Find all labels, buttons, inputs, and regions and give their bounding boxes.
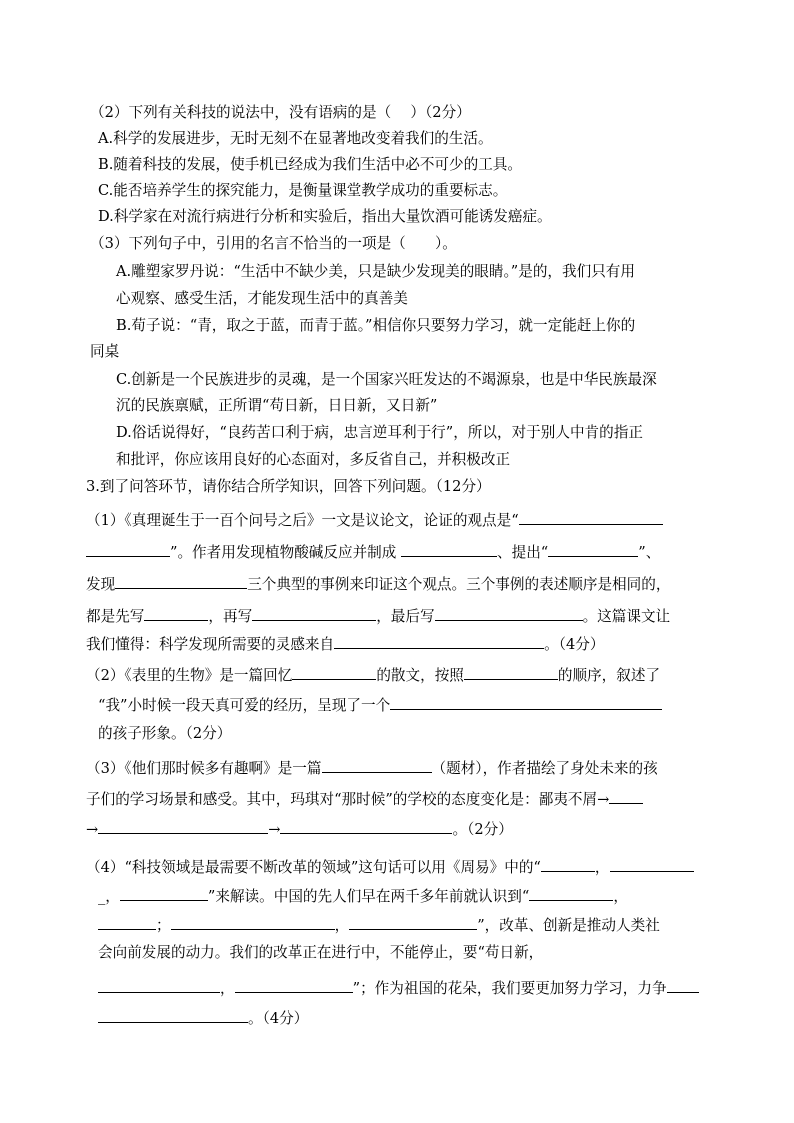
answer-blank[interactable] (292, 664, 376, 680)
answer-blank[interactable] (334, 633, 544, 649)
answer-blank[interactable] (235, 977, 353, 993)
subquestion-3-line2: 子们的学习场景和感受。其中，玛琪对“那时候”的学校的态度变化是：鄙夷不屑→ (86, 788, 643, 810)
subquestion-2-line2: “我”小时候一段天真可爱的经历，呈现了一个 (98, 694, 662, 716)
subquestion-4-line6: 。（4分） (98, 1007, 308, 1029)
subquestion-3-line3: → → 。（2分） (86, 818, 513, 840)
question-3-option-d-line2: 和批评，你应该用良好的心态面对，多反省自己，并积极改正 (116, 451, 511, 468)
answer-blank[interactable] (322, 757, 432, 773)
answer-blank[interactable] (280, 818, 452, 834)
subquestion-4-line5: ， ”；作为祖国的花朵，我们要更加努力学习，力争 (98, 977, 699, 999)
subquestion-4-line1: （4）“科技领域是最需要不断改革的领域”这句话可以用《周易》中的“ ， (86, 856, 694, 878)
answer-blank[interactable] (610, 856, 694, 872)
answer-blank[interactable] (115, 573, 247, 589)
section-3-heading: 3.到了问答环节，请你结合所学知识，回答下列问题。（12分） (86, 478, 491, 495)
answer-blank[interactable] (541, 856, 595, 872)
answer-blank[interactable] (548, 541, 638, 557)
question-3-option-a-line1: A.雕塑家罗丹说：“生活中不缺少美，只是缺少发现美的眼睛。”是的，我们只有用 (116, 263, 635, 280)
subquestion-2-line1: （2）《表里的生物》是一篇回忆 的散文，按照 的顺序，叙述了 (86, 664, 660, 686)
question-2-option-b: B.随着科技的发展，使手机已经成为我们生活中必不可少的工具。 (98, 156, 522, 173)
answer-blank[interactable] (98, 914, 156, 930)
answer-blank[interactable] (464, 664, 558, 680)
answer-blank[interactable] (120, 885, 208, 901)
subquestion-4-line3: ； ， ”，改革、创新是推动人类社 (98, 914, 660, 936)
subquestion-4-line2: _， ”来解读。中国的先人们早在两千多年前就认识到“ ， (98, 885, 628, 907)
question-3-option-c-line1: C.创新是一个民族进步的灵魂，是一个国家兴旺发达的不竭源泉，也是中华民族最深 (116, 371, 657, 388)
subquestion-1-line3: 发现 三个典型的事例来印证这个观点。三个事例的表述顺序是相同的， (86, 573, 670, 595)
subquestion-3-line1: （3）《他们那时候多有趣啊》是一篇 （题材），作者描绘了身处未来的孩 (86, 757, 658, 779)
answer-blank[interactable] (519, 509, 663, 525)
answer-blank[interactable] (401, 541, 497, 557)
subquestion-1-line1: （1）《真理诞生于一百个问号之后》一文是议论文，论证的观点是“ (86, 509, 663, 531)
question-3-option-b-line2: 同桌 (90, 343, 120, 360)
answer-blank[interactable] (98, 818, 268, 834)
answer-blank[interactable] (349, 914, 477, 930)
question-3-option-a-line2: 心观察、感受生活，才能发现生活中的真善美 (116, 290, 408, 307)
answer-blank[interactable] (667, 977, 699, 993)
subquestion-1-line5: 我们懂得：科学发现所需要的灵感来自 。（4分） (86, 633, 604, 655)
question-3-stem: （3）下列句子中，引用的名言不恰当的一项是（ ）。 (90, 235, 457, 252)
answer-blank[interactable] (98, 977, 220, 993)
question-2-option-a: A.科学的发展进步，无时无刻不在显著地改变着我们的生活。 (98, 130, 493, 147)
question-2-option-c: C.能否培养学生的探究能力，是衡量课堂教学成功的重要标志。 (98, 182, 508, 199)
answer-blank[interactable] (86, 541, 170, 557)
subquestion-1-line4: 都是先写 ，再写 ，最后写 。这篇课文让 (86, 605, 670, 627)
answer-blank[interactable] (171, 914, 335, 930)
answer-blank[interactable] (144, 605, 208, 621)
subquestion-2-line3: 的孩子形象。（2分） (98, 725, 232, 742)
subquestion-1-line2: ”。作者用发现植物酸碱反应并制成 、提出“ ”、 (86, 541, 660, 563)
answer-blank[interactable] (390, 694, 662, 710)
answer-blank[interactable] (609, 788, 643, 804)
question-3-option-c-line2: 沉的民族禀赋，正所谓“苟日新，日日新，又日新” (116, 397, 438, 414)
answer-blank[interactable] (435, 605, 583, 621)
subquestion-4-line4: 会向前发展的动力。我们的改革正在进行中，不能停止，要“苟日新， (98, 944, 544, 961)
question-2-option-d: D.科学家在对流行病进行分析和实验后，指出大量饮酒可能诱发癌症。 (98, 208, 552, 225)
question-3-option-b-line1: B.荀子说：“青，取之于蓝，而青于蓝。”相信你只要努力学习，就一定能赶上你的 (116, 317, 636, 334)
answer-blank[interactable] (252, 605, 376, 621)
question-2-stem: （2）下列有关科技的说法中，没有语病的是（ ）（2分） (90, 104, 471, 121)
answer-blank[interactable] (98, 1007, 248, 1023)
answer-blank[interactable] (529, 885, 613, 901)
question-3-option-d-line1: D.俗话说得好，“良药苦口利于病，忠言逆耳利于行”，所以，对于别人中肯的指正 (116, 424, 643, 441)
